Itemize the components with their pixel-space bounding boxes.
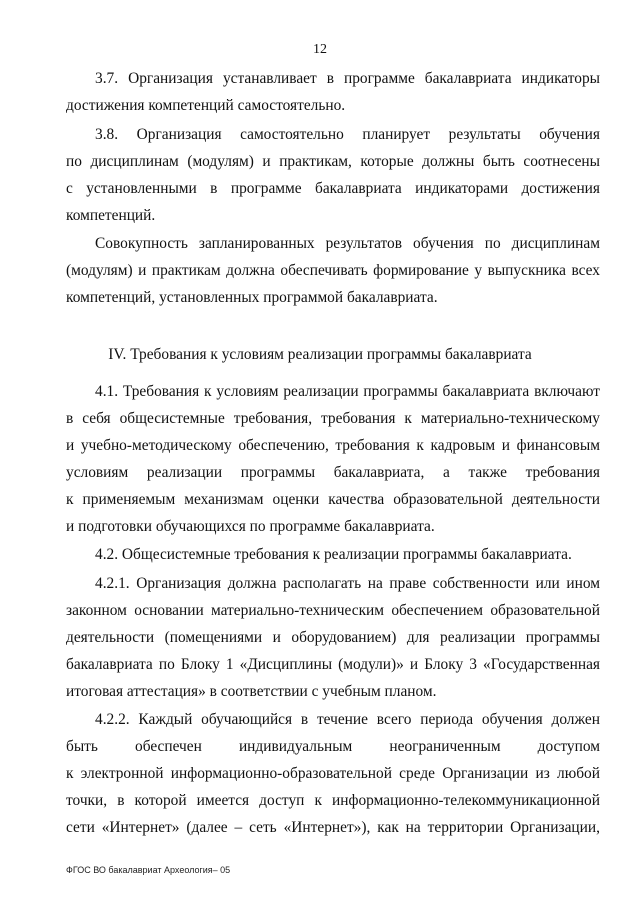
text-line: условиям реализации программы бакалавриата, а также требования xyxy=(66,464,600,481)
text-line: компетенций. xyxy=(66,207,156,224)
text-line: сети «Интернет» (далее – сеть «Интернет»), как на территории Организации, xyxy=(66,819,600,836)
text-line: 4.2. Общесистемные требования к реализации программы бакалавриата. xyxy=(95,546,572,563)
text-line: компетенций, установленных программой бакалавриата. xyxy=(66,289,438,306)
text-line: бакалавриата по Блоку 1 «Дисциплины (модули)» и Блоку 3 «Государственная xyxy=(66,656,600,673)
text-line: в себя общесистемные требования, требования к материально-техническому xyxy=(66,410,600,427)
text-line: 4.2.1. Организация должна располагать на праве собственности или ином xyxy=(95,575,600,592)
text-line: итоговая аттестация» в соответствии с учебным планом. xyxy=(66,683,437,700)
text-line: 3.8. Организация самостоятельно планирует результаты обучения xyxy=(95,126,600,143)
text-line: 4.1. Требования к условиям реализации программы бакалавриата включают xyxy=(95,383,600,400)
text-line: и подготовки обучающихся по программе бакалавриата. xyxy=(66,518,435,535)
text-line: (модулям) и практикам должна обеспечивать формирование у выпускника всех xyxy=(66,262,600,279)
text-line: достижения компетенций самостоятельно. xyxy=(66,97,346,114)
page-number: 12 xyxy=(313,42,327,57)
text-line: точки, в которой имеется доступ к информационно-телекоммуникационной xyxy=(66,792,600,809)
text-line: по дисциплинам (модулям) и практикам, которые должны быть соотнесены xyxy=(66,153,600,170)
text-line: с установленными в программе бакалавриата индикаторами достижения xyxy=(66,180,600,197)
text-line: законном основании материально-техническим обеспечением образовательной xyxy=(66,602,600,619)
document-footer: ФГОС ВО бакалавриат Археология– 05 xyxy=(66,865,231,875)
text-line: к электронной информационно-образовательной среде Организации из любой xyxy=(66,765,600,782)
text-line: быть обеспечен индивидуальным неограниченным доступом xyxy=(66,738,600,755)
text-line: и учебно-методическому обеспечению, требования к кадровым и финансовым xyxy=(66,437,600,454)
text-line: 4.2.2. Каждый обучающийся в течение всего периода обучения должен xyxy=(95,711,600,728)
text-line: Совокупность запланированных результатов обучения по дисциплинам xyxy=(95,235,600,252)
text-line: 3.7. Организация устанавливает в программе бакалавриата индикаторы xyxy=(95,70,600,87)
text-line: деятельности (помещениями и оборудованием) для реализации программы xyxy=(66,629,600,646)
text-line: к применяемым механизмам оценки качества образовательной деятельности xyxy=(66,491,600,508)
section-heading: IV. Требования к условиям реализации программы бакалавриата xyxy=(108,346,532,363)
